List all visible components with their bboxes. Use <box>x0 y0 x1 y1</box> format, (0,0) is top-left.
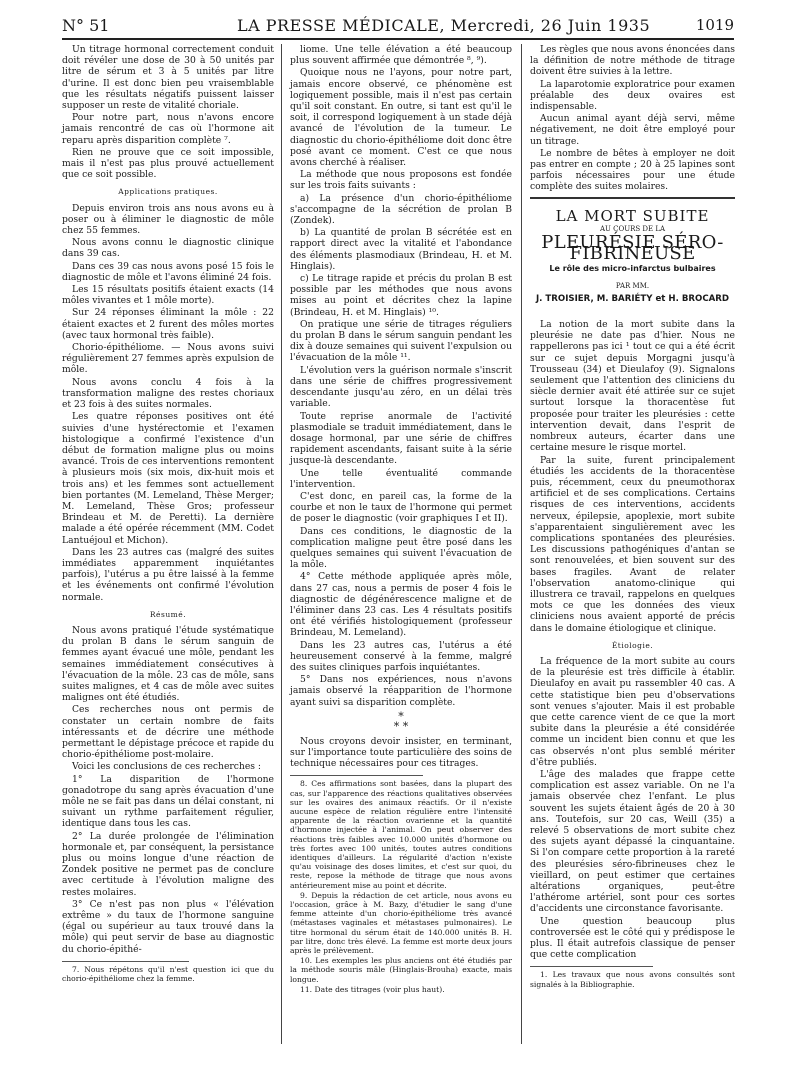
paragraph: Sur 24 réponses éliminant la môle : 22 étaient exactes et 2 furent des môles mortes (avec taux hormonal très faible). <box>62 307 274 341</box>
paragraph: Par la suite, furent principalement étudiés les accidents de la thoracentèse puis, récemment, ceux du pneumothorax artificiel et de ses complications. Certains risques de ces interventions, accidents nerveux, épilepsie, apoplexie, mort subite s'apparentaient singulièrement avec les complications spontanées des pleurésies. Les discussions pathogéniques d'antan se sont renouvelées, et bien souvent sur des bases fragiles. Avant de relater l'observation anatomo-clinique qui illustrera ce travail, rappelons en quelques mots ce que les données des vieux cliniciens nous avaient apporté de précis dans le domaine étiologique et clinique. <box>530 454 735 634</box>
col3-introduction <box>530 319 735 634</box>
col1-intro <box>62 44 274 180</box>
footnote-rule <box>530 966 653 967</box>
paragraph: Nous avons conclu 4 fois à la transformation maligne des restes choriaux et 23 fois à des suites normales. <box>62 376 274 411</box>
paragraph: 3° Ce n'est pas non plus « l'élévation extrême » du taux de l'hormone sanguine (égal ou supérieur au taux trouvé dans la môle) qui peut servir de base au diagnostic du chorio-épithé- <box>62 898 274 955</box>
column-divider-1 <box>281 44 282 1044</box>
article-title: LA MORT SUBITE <box>555 206 710 225</box>
paragraph: Depuis environ trois ans nous avons eu à poser ou à éliminer le diagnostic de môle chez 55 femmes. <box>62 202 274 237</box>
paragraph: Rien ne prouve que ce soit impossible, mais il n'est pas plus prouvé actuellement que ce soit possible. <box>62 146 274 181</box>
paragraph: Une question beaucoup plus controversée est le côté qui y prédispose le plus. Il était autrefois classique de penser que cette complication <box>530 915 735 961</box>
paragraph: Ces recherches nous ont permis de constater un certain nombre de faits intéressants et de décrire une méthode permettant le dépistage précoce et rapide du chorio-épithéliome post-molaire. <box>62 704 274 761</box>
paragraph: c) Le titrage rapide et précis du prolan B est possible par les méthodes que nous avons mises au point et décrites chez la lapine (Brindeau, H. et M. Hinglais) ¹⁰. <box>290 273 512 318</box>
journal-title: LA PRESSE MÉDICALE, Mercredi, 26 Juin 1935 <box>237 16 651 35</box>
paragraph: Les 15 résultats positifs étaient exacts (14 môles vivantes et 1 môle morte). <box>62 284 274 307</box>
paragraph: Voici les conclusions de ces recherches : <box>72 761 262 773</box>
paragraph: 4° Cette méthode appliquée après môle, dans 27 cas, nous a permis de poser 4 fois le diagnostic de dégénérescence maligne et de l'éliminer dans 23 cas. Les 4 résultats positifs ont été vérifiés histologiquement (professeur Brindeau, M. Lemeland). <box>290 571 512 639</box>
paragraph: Nous croyons devoir insister, en terminant, sur l'importance toute particulière des soins de technique nécessaires pour ces titrages. <box>290 735 512 770</box>
footnote-rule <box>62 961 189 962</box>
paragraph: Un titrage hormonal correctement conduit doit révéler une dose de 30 à 50 unités par litre de sérum et 3 à 5 unités par litre d'urine. Il est donc bien peu vraisemblable que les résultats négatifs puissent laisser supposer un reste de vitalité choriale. <box>62 44 274 112</box>
paragraph: Nous avons connu le diagnostic clinique dans 39 cas. <box>62 237 274 260</box>
asterism <box>290 709 512 733</box>
asterism-bottom: * * <box>393 719 409 733</box>
issue-number: N° 51 <box>62 16 110 35</box>
paragraph: La fréquence de la mort subite au cours de la pleurésie est très difficile à établir. Dieulafoy en avait pu rassembler 40 cas. A cette statistique bien peu d'observations sont venues s'ajouter. Mais il est probable que cette carence vient de ce que la mort subite dans la pleurésie a été considérée comme un incident bien connu et que les cas observés n'ont plus semblé mériter d'être publiés. <box>530 655 735 768</box>
page-header <box>62 12 734 40</box>
article-by: PAR MM. <box>615 281 650 290</box>
paragraph: 5° Dans nos expériences, nous n'avons jamais observé la réapparition de l'hormone ayant suivi sa disparition complète. <box>290 674 512 708</box>
paragraph: 1° La disparition de l'hormone gonadotrope du sang après évacuation d'une môle ne se fait pas dans un délai constant, ni suivant un rythme parfaitement régulier, identique dans tous les cas. <box>62 773 274 830</box>
footnote: 11. Date des titrages (voir plus haut). <box>300 984 445 994</box>
col2-footnotes <box>290 779 512 994</box>
paragraph: Dans les 23 autres cas (malgré des suites immédiates apparemment inquiétantes parfois), l'utérus a pu être laissé à la femme et les événements ont confirmé l'évolution normale. <box>62 546 274 603</box>
footnote: 10. Les exemples les plus anciens ont été étudiés par la méthode souris mâle (Hinglais-Brouha) exacte, mais longue. <box>290 956 512 984</box>
paragraph: L'évolution vers la guérison normale s'inscrit dans une série de chiffres progressivement descendante jusqu'au zéro, en un délai très variable. <box>290 364 512 410</box>
paragraph: Pour notre part, nous n'avons encore jamais rencontré de cas où l'hormone ait reparu après disparition complète ⁷. <box>62 112 274 146</box>
paragraph: b) La quantité de prolan B sécrétée est en rapport direct avec la vitalité et l'abondance des éléments plasmodiaux (Brindeau, H. et M. Hinglais). <box>290 227 512 272</box>
paragraph: La laparotomie exploratrice pour examen préalable des deux ovaires est indispensable. <box>530 78 735 113</box>
section-heading-etiologie: Étiologie. <box>611 640 654 650</box>
section-heading-applications: Applications pratiques. <box>118 187 218 197</box>
column-2 <box>290 44 512 995</box>
paragraph: La méthode que nous proposons est fondée sur les trois faits suivants : <box>290 169 512 192</box>
col1-resume <box>62 625 274 955</box>
article-tagline: Le rôle des micro-infarctus bulbaires <box>549 264 716 274</box>
column-3 <box>530 44 735 990</box>
col2-conclusion <box>290 736 512 770</box>
footnote: 8. Ces affirmations sont basées, dans la plupart des cas, sur l'apparence des réactions qualitatives observées sur les ovaires des animaux réactifs. Or il n'existe aucune espèce de relation régulière entre l'intensité apparente de la réaction ovarienne et la quantité d'hormone injectée à l'animal. On peut observer des réactions très faibles avec 10.000 unités d'hormone ou très fortes avec 100 unités, toutes autres conditions identiques d'ailleurs. La régularité d'action n'existe qu'au voisinage des doses limites, et c'est sur quoi, du reste, repose la méthode de titrage que nous avons antérieurement mise au point et décrite. <box>290 779 512 890</box>
paragraph: Quoique nous ne l'ayons, pour notre part, jamais encore observé, ce phénomène est logiquement possible, mais il n'est pas certain qu'il soit constant. En outre, si tant est qu'il le soit, il correspond logiquement à un stade déjà avancé de l'évolution de la tumeur. Le diagnostic du chorio-épithéliome doit donc être posé avant ce moment. C'est ce que nous avons cherché à réaliser. <box>290 67 512 169</box>
paragraph: 2° La durée prolongée de l'élimination hormonale et, par conséquent, la persistance plus ou moins longue d'une réaction de Zondek positive ne permet pas de conclure avec certitude à l'évolution maligne des restes molaires. <box>62 830 274 898</box>
paragraph: C'est donc, en pareil cas, la forme de la courbe et non le taux de l'hormone qui permet de poser le diagnostic (voir graphiques I et II). <box>290 490 512 525</box>
column-divider-2 <box>521 44 522 1044</box>
footnote-7: 7. Nous répétons qu'il n'est question ici que du chorio-épithéliome chez la femme. <box>62 964 274 984</box>
paragraph: L'âge des malades que frappe cette complication est assez variable. On ne l'a jamais observée chez l'enfant. Le plus souvent les sujets étaient âgés de 20 à 30 ans. Toutefois, sur 20 cas, Weill (35) a relevé 5 observations de mort subite chez des sujets ayant dépassé la cinquantaine. Si l'on compare cette proportion à la rareté des pleurésies séro-fibrineuses chez le vieillard, on peut estimer que certaines altérations organiques, peut-être l'athérome artériel, sont pour ces sortes d'accidents une circonstance favorisante. <box>530 768 735 915</box>
paragraph: On pratique une série de titrages réguliers du prolan B dans le sérum sanguin pendant les dix à douze semaines qui suivent l'expulsion ou l'évacuation de la môle ¹¹. <box>290 318 512 364</box>
col1-applications <box>62 203 274 603</box>
paragraph: Les quatre réponses positives ont été suivies d'une hystérectomie et l'examen histologique a confirmé l'existence d'un début de formation maligne plus ou moins avancé. Trois de ces interventions remontent à plusieurs mois (six mois, dix-huit mois et trois ans) et les femmes sont actuellement bien portantes (M. Lemeland, Thèse Merger; M. Lemeland, Thèse Gros; professeur Brindeau et M. de Peretti). La dernière malade a été opérée récemment (MM. Codet Lantuéjoul et Michon). <box>62 411 274 546</box>
column-1 <box>62 44 274 984</box>
paragraph: Chorio-épithéliome. — Nous avons suivi régulièrement 27 femmes après expulsion de môle. <box>62 342 274 376</box>
paragraph: Nous avons pratiqué l'étude systématique du prolan B dans le sérum sanguin de femmes ayant évacué une môle, pendant les semaines immédiatement consécutives à l'évacuation de la môle. 23 cas de môle, sans suites malignes, et 4 cas de môle avec suites malignes ont été étudiés. <box>62 624 274 704</box>
col3-intro <box>530 44 735 193</box>
col2-text <box>290 44 512 708</box>
paragraph: Dans ces conditions, le diagnostic de la complication maligne peut être posé dans les quelques semaines qui suivent l'évacuation de la môle. <box>290 525 512 571</box>
article-authors: J. TROISIER, M. BARIÉTY et H. BROCARD <box>535 293 730 304</box>
paragraph: Une telle éventualité commande l'intervention. <box>290 467 512 490</box>
paragraph: Le nombre de bêtes à employer ne doit pas entrer en compte ; 20 à 25 lapines sont parfois nécessaires pour une étude complète des suites molaires. <box>530 147 735 193</box>
paragraph: liome. Une telle élévation a été beaucoup plus souvent affirmée que démontrée ⁸, ⁹). <box>290 44 512 67</box>
footnote: 9. Depuis la rédaction de cet article, nous avons eu l'occasion, grâce à M. Bazy, d'étudier le sang d'une femme atteinte d'un chorio-épithéliome très avancé (métastases vaginales et métastases pulmonaires). Le titre hormonal du sérum était de 140.000 unités B. H. par litre, donc très élevé. La femme est morte deux jours après le prélèvement. <box>290 890 512 956</box>
article-separator <box>530 197 735 199</box>
article-main-title: PLEURÉSIE SÉRO-FIBRINEUSE <box>541 232 724 265</box>
paragraph: Les règles que nous avons énoncées dans la définition de notre méthode de titrage doivent être suivies à la lettre. <box>530 44 735 78</box>
paragraph: Dans ces 39 cas nous avons posé 15 fois le diagnostic de môle et l'avons éliminé 24 fois. <box>62 260 274 283</box>
asterism-top: * <box>398 709 404 723</box>
paragraph: a) La présence d'un chorio-épithéliome s'accompagne de la sécrétion de prolan B (Zondek). <box>290 192 512 227</box>
paragraph: Dans les 23 autres cas, l'utérus a été heureusement conservé à la femme, malgré des suites cliniques parfois inquiétantes. <box>290 639 512 673</box>
col3-etiologie <box>530 656 735 960</box>
footnote-1: 1. Les travaux que nous avons consultés sont signalés à la Bibliographie. <box>530 970 735 989</box>
paragraph: Aucun animal ayant déjà servi, même négativement, ne doit être employé pour un titrage. <box>530 113 735 147</box>
paragraph: Toute reprise anormale de l'activité plasmodiale se traduit immédiatement, dans le dosage hormonal, par une série de chiffres rapidement ascendants, faisant suite à la série jusque-là descendante. <box>290 410 512 467</box>
paragraph: La notion de la mort subite dans la pleurésie ne date pas d'hier. Nous ne rappellerons pas ici ¹ tout ce qui a été écrit sur ce sujet depuis Morgagni jusqu'à Trousseau (34) et Dieulafoy (9). Signalons seulement que l'attention des cliniciens du siècle dernier avait été attirée sur ce sujet surtout lorsque la thoracentèse fut proposée pour traiter les pleurésies : cette intervention devait, dans l'esprit de nombreux auteurs, écarter dans une certaine mesure le risque mortel. <box>530 319 735 454</box>
article-subtitle: AU COURS DE LA <box>599 224 666 233</box>
page-number: 1019 <box>695 16 734 34</box>
section-heading-resume: Résumé. <box>149 609 187 619</box>
footnote-rule <box>290 775 423 776</box>
